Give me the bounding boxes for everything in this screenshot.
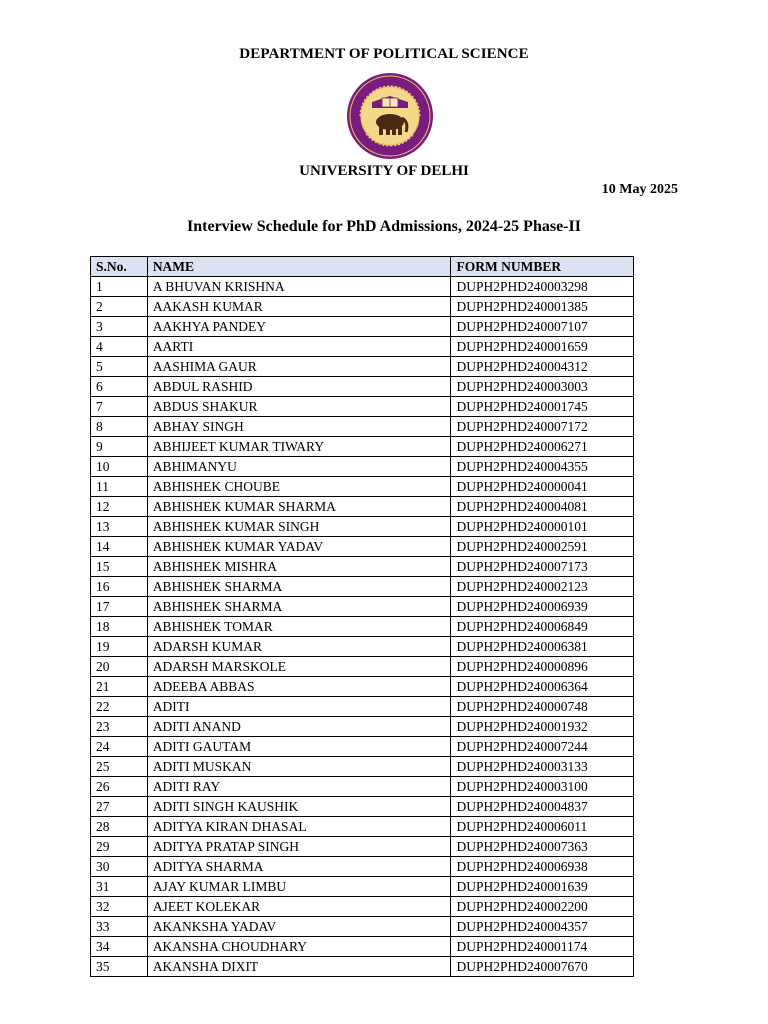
cell-form-number: DUPH2PHD240006271 [451, 437, 634, 457]
cell-sno: 2 [91, 297, 148, 317]
table-row [91, 437, 634, 457]
cell-form-number: DUPH2PHD240004355 [451, 457, 634, 477]
document-title: Interview Schedule for PhD Admissions, 2024-25 Phase-II [187, 218, 581, 235]
cell-form-number: DUPH2PHD240004312 [451, 357, 634, 377]
cell-form-number: DUPH2PHD240003003 [451, 377, 634, 397]
cell-form-number: DUPH2PHD240007173 [451, 557, 634, 577]
table-row [91, 417, 634, 437]
cell-name: ADITI SINGH KAUSHIK [147, 797, 451, 817]
cell-sno: 4 [91, 337, 148, 357]
cell-name: ABHISHEK KUMAR YADAV [147, 537, 451, 557]
cell-name: AJEET KOLEKAR [147, 897, 451, 917]
cell-sno: 8 [91, 417, 148, 437]
table-row [91, 617, 634, 637]
cell-sno: 1 [91, 277, 148, 297]
cell-form-number: DUPH2PHD240000101 [451, 517, 634, 537]
cell-sno: 21 [91, 677, 148, 697]
cell-name: AAKASH KUMAR [147, 297, 451, 317]
table-row [91, 837, 634, 857]
cell-name: ABHISHEK MISHRA [147, 557, 451, 577]
cell-sno: 6 [91, 377, 148, 397]
cell-form-number: DUPH2PHD240006938 [451, 857, 634, 877]
cell-form-number: DUPH2PHD240006381 [451, 637, 634, 657]
column-header-name: NAME [147, 257, 451, 277]
cell-sno: 34 [91, 937, 148, 957]
table-row [91, 317, 634, 337]
cell-name: AKANSHA DIXIT [147, 957, 451, 977]
table-row [91, 297, 634, 317]
table-row [91, 717, 634, 737]
cell-form-number: DUPH2PHD240007107 [451, 317, 634, 337]
cell-sno: 24 [91, 737, 148, 757]
cell-sno: 12 [91, 497, 148, 517]
cell-form-number: DUPH2PHD240007363 [451, 837, 634, 857]
cell-name: ADITYA PRATAP SINGH [147, 837, 451, 857]
cell-sno: 35 [91, 957, 148, 977]
department-heading: DEPARTMENT OF POLITICAL SCIENCE [239, 46, 529, 62]
table-row [91, 757, 634, 777]
cell-name: ADITI [147, 697, 451, 717]
cell-sno: 18 [91, 617, 148, 637]
table-row [91, 737, 634, 757]
cell-form-number: DUPH2PHD240001174 [451, 937, 634, 957]
table-row [91, 477, 634, 497]
cell-sno: 20 [91, 657, 148, 677]
cell-form-number: DUPH2PHD240006939 [451, 597, 634, 617]
cell-name: ADITI RAY [147, 777, 451, 797]
cell-form-number: DUPH2PHD240007172 [451, 417, 634, 437]
cell-sno: 7 [91, 397, 148, 417]
cell-name: AASHIMA GAUR [147, 357, 451, 377]
cell-name: AARTI [147, 337, 451, 357]
table-row [91, 337, 634, 357]
cell-form-number: DUPH2PHD240004357 [451, 917, 634, 937]
column-header-sno: S.No. [91, 257, 148, 277]
cell-form-number: DUPH2PHD240006849 [451, 617, 634, 637]
cell-name: AAKHYA PANDEY [147, 317, 451, 337]
cell-form-number: DUPH2PHD240006011 [451, 817, 634, 837]
cell-sno: 19 [91, 637, 148, 657]
cell-name: ADITI GAUTAM [147, 737, 451, 757]
cell-name: ABHISHEK KUMAR SINGH [147, 517, 451, 537]
cell-sno: 32 [91, 897, 148, 917]
table-row [91, 557, 634, 577]
cell-form-number: DUPH2PHD240002123 [451, 577, 634, 597]
table-row [91, 777, 634, 797]
cell-sno: 25 [91, 757, 148, 777]
cell-form-number: DUPH2PHD240001639 [451, 877, 634, 897]
table-row [91, 597, 634, 617]
table-row [91, 657, 634, 677]
cell-sno: 33 [91, 917, 148, 937]
cell-name: ABHAY SINGH [147, 417, 451, 437]
table-row [91, 797, 634, 817]
table-row [91, 857, 634, 877]
cell-form-number: DUPH2PHD240000041 [451, 477, 634, 497]
table-row [91, 357, 634, 377]
cell-form-number: DUPH2PHD240001932 [451, 717, 634, 737]
cell-form-number: DUPH2PHD240000896 [451, 657, 634, 677]
cell-name: AKANSHA CHOUDHARY [147, 937, 451, 957]
cell-sno: 16 [91, 577, 148, 597]
table-row [91, 637, 634, 657]
cell-sno: 10 [91, 457, 148, 477]
cell-name: ABHIJEET KUMAR TIWARY [147, 437, 451, 457]
cell-form-number: DUPH2PHD240006364 [451, 677, 634, 697]
university-seal-logo [346, 72, 434, 160]
cell-name: A BHUVAN KRISHNA [147, 277, 451, 297]
cell-sno: 14 [91, 537, 148, 557]
interview-schedule-table [90, 256, 634, 977]
cell-form-number: DUPH2PHD240002591 [451, 537, 634, 557]
cell-form-number: DUPH2PHD240003100 [451, 777, 634, 797]
cell-form-number: DUPH2PHD240003133 [451, 757, 634, 777]
cell-sno: 3 [91, 317, 148, 337]
table-row [91, 897, 634, 917]
cell-sno: 11 [91, 477, 148, 497]
cell-name: ABDUL RASHID [147, 377, 451, 397]
table-row [91, 577, 634, 597]
cell-sno: 27 [91, 797, 148, 817]
cell-form-number: DUPH2PHD240007244 [451, 737, 634, 757]
table-row [91, 937, 634, 957]
cell-name: ADITI ANAND [147, 717, 451, 737]
cell-name: ADARSH KUMAR [147, 637, 451, 657]
cell-sno: 22 [91, 697, 148, 717]
table-row [91, 497, 634, 517]
cell-name: ADEEBA ABBAS [147, 677, 451, 697]
cell-name: ABHISHEK SHARMA [147, 577, 451, 597]
table-row [91, 957, 634, 977]
table-row [91, 817, 634, 837]
cell-form-number: DUPH2PHD240004081 [451, 497, 634, 517]
table-row [91, 677, 634, 697]
cell-name: AJAY KUMAR LIMBU [147, 877, 451, 897]
cell-form-number: DUPH2PHD240000748 [451, 697, 634, 717]
table-row [91, 697, 634, 717]
university-name: UNIVERSITY OF DELHI [299, 163, 469, 179]
table-row [91, 877, 634, 897]
cell-sno: 5 [91, 357, 148, 377]
cell-form-number: DUPH2PHD240007670 [451, 957, 634, 977]
table-row [91, 537, 634, 557]
cell-name: ADITYA KIRAN DHASAL [147, 817, 451, 837]
cell-sno: 9 [91, 437, 148, 457]
document-date: 10 May 2025 [601, 182, 678, 197]
cell-name: ABHIMANYU [147, 457, 451, 477]
cell-name: ABHISHEK CHOUBE [147, 477, 451, 497]
cell-form-number: DUPH2PHD240002200 [451, 897, 634, 917]
cell-form-number: DUPH2PHD240001659 [451, 337, 634, 357]
cell-sno: 15 [91, 557, 148, 577]
cell-sno: 26 [91, 777, 148, 797]
table-header-row [91, 257, 634, 277]
cell-sno: 17 [91, 597, 148, 617]
cell-form-number: DUPH2PHD240003298 [451, 277, 634, 297]
cell-sno: 28 [91, 817, 148, 837]
cell-form-number: DUPH2PHD240001745 [451, 397, 634, 417]
cell-name: ABHISHEK SHARMA [147, 597, 451, 617]
cell-name: ABDUS SHAKUR [147, 397, 451, 417]
cell-name: AKANKSHA YADAV [147, 917, 451, 937]
cell-name: ADARSH MARSKOLE [147, 657, 451, 677]
cell-sno: 29 [91, 837, 148, 857]
cell-form-number: DUPH2PHD240001385 [451, 297, 634, 317]
table-row [91, 277, 634, 297]
cell-name: ADITI MUSKAN [147, 757, 451, 777]
column-header-form-number: FORM NUMBER [451, 257, 634, 277]
table-row [91, 377, 634, 397]
cell-sno: 31 [91, 877, 148, 897]
cell-name: ABHISHEK TOMAR [147, 617, 451, 637]
cell-sno: 30 [91, 857, 148, 877]
cell-sno: 23 [91, 717, 148, 737]
cell-sno: 13 [91, 517, 148, 537]
table-row [91, 917, 634, 937]
table-row [91, 517, 634, 537]
table-row [91, 457, 634, 477]
table-row [91, 397, 634, 417]
cell-name: ADITYA SHARMA [147, 857, 451, 877]
cell-form-number: DUPH2PHD240004837 [451, 797, 634, 817]
cell-name: ABHISHEK KUMAR SHARMA [147, 497, 451, 517]
